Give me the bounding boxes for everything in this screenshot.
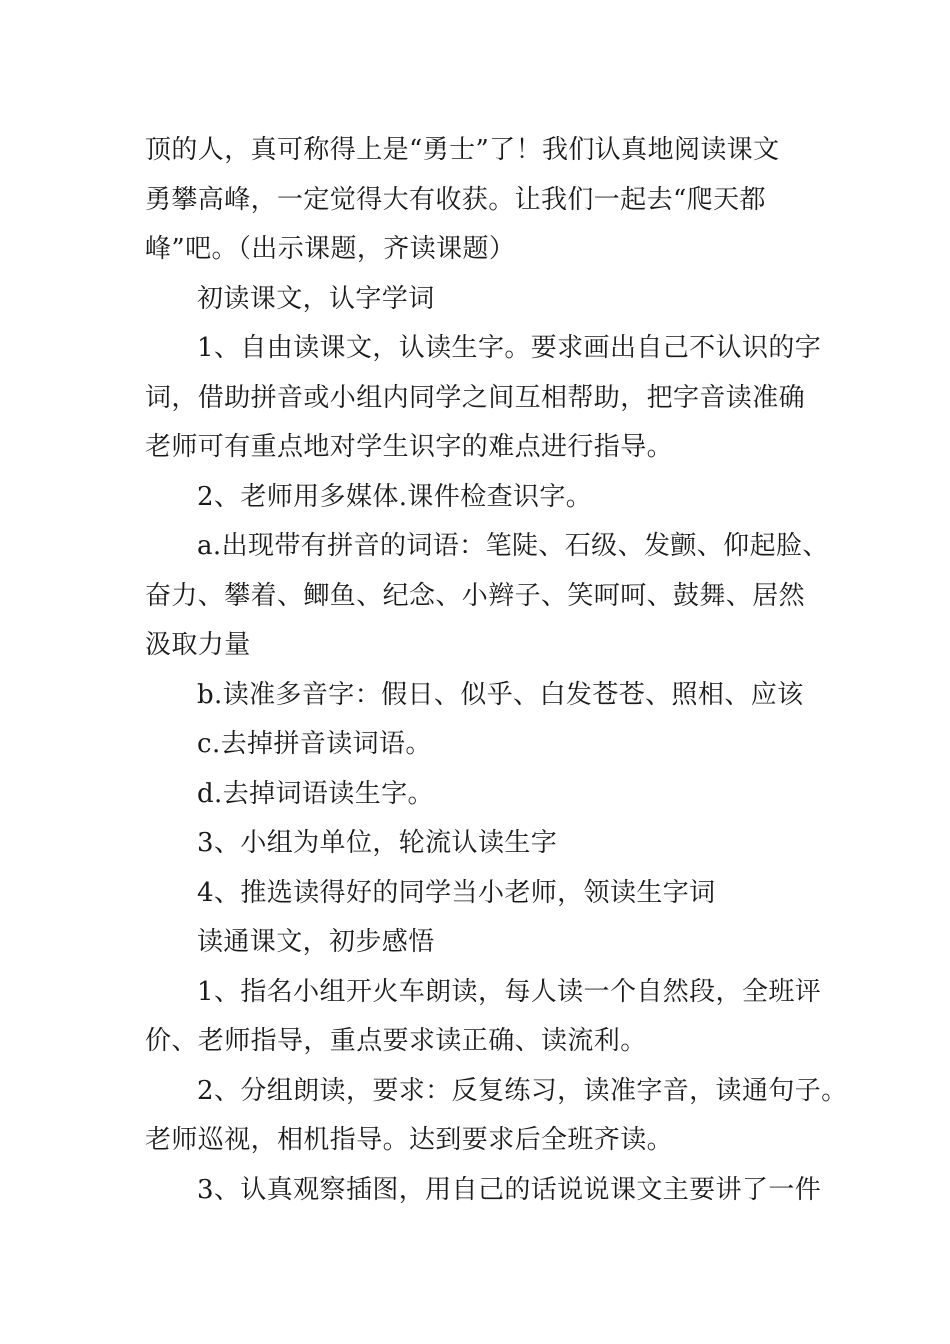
text-line: 1、自由读课文，认读生字。要求画出自己不认识的字 bbox=[197, 333, 822, 363]
text-line: 顶的人，真可称得上是“勇士”了！我们认真地阅读课文 bbox=[145, 135, 780, 165]
text-line: 3、小组为单位，轮流认读生字 bbox=[197, 828, 558, 858]
text-line: 老师可有重点地对学生识字的难点进行指导。 bbox=[145, 432, 674, 462]
text-line: b.读准多音字：假日、似乎、白发苍苍、照相、应该 bbox=[197, 679, 804, 710]
section-heading: 读通课文，初步感悟 bbox=[197, 927, 435, 957]
text-line: 价、老师指导，重点要求读正确、读流利。 bbox=[145, 1026, 647, 1056]
text-line: 3、认真观察插图，用自己的话说说课文主要讲了一件 bbox=[197, 1174, 822, 1205]
text-line: 奋力、攀着、鲫鱼、纪念、小辫子、笑呵呵、鼓舞、居然 bbox=[145, 580, 806, 611]
text-line: 词，借助拼音或小组内同学之间互相帮助，把字音读准确 bbox=[145, 382, 806, 413]
text-line: 1、指名小组开火车朗读，每人读一个自然段，全班评 bbox=[197, 976, 822, 1007]
text-line: 峰”吧。（出示课题，齐读课题） bbox=[145, 234, 516, 264]
text-line: c.去掉拼音读词语。 bbox=[197, 729, 432, 759]
text-line: 汲取力量 bbox=[145, 630, 251, 660]
document-body bbox=[145, 126, 848, 1215]
text-line: 2、分组朗读，要求：反复练习，读准字音，读通句子。 bbox=[197, 1075, 848, 1106]
section-heading: 初读课文，认字学词 bbox=[197, 283, 435, 314]
text-line: a.出现带有拼音的词语：笔陡、石级、发颤、仰起脸、 bbox=[197, 531, 829, 561]
text-line: 老师巡视，相机指导。达到要求后全班齐读。 bbox=[145, 1125, 674, 1155]
text-line: 2、老师用多媒体.课件检查识字。 bbox=[197, 481, 593, 512]
text-line: 4、推选读得好的同学当小老师，领读生字词 bbox=[197, 877, 716, 908]
text-line: d.去掉词语读生字。 bbox=[197, 778, 434, 809]
text-line: 勇攀高峰，一定觉得大有收获。让我们一起去“爬天都 bbox=[145, 184, 766, 215]
